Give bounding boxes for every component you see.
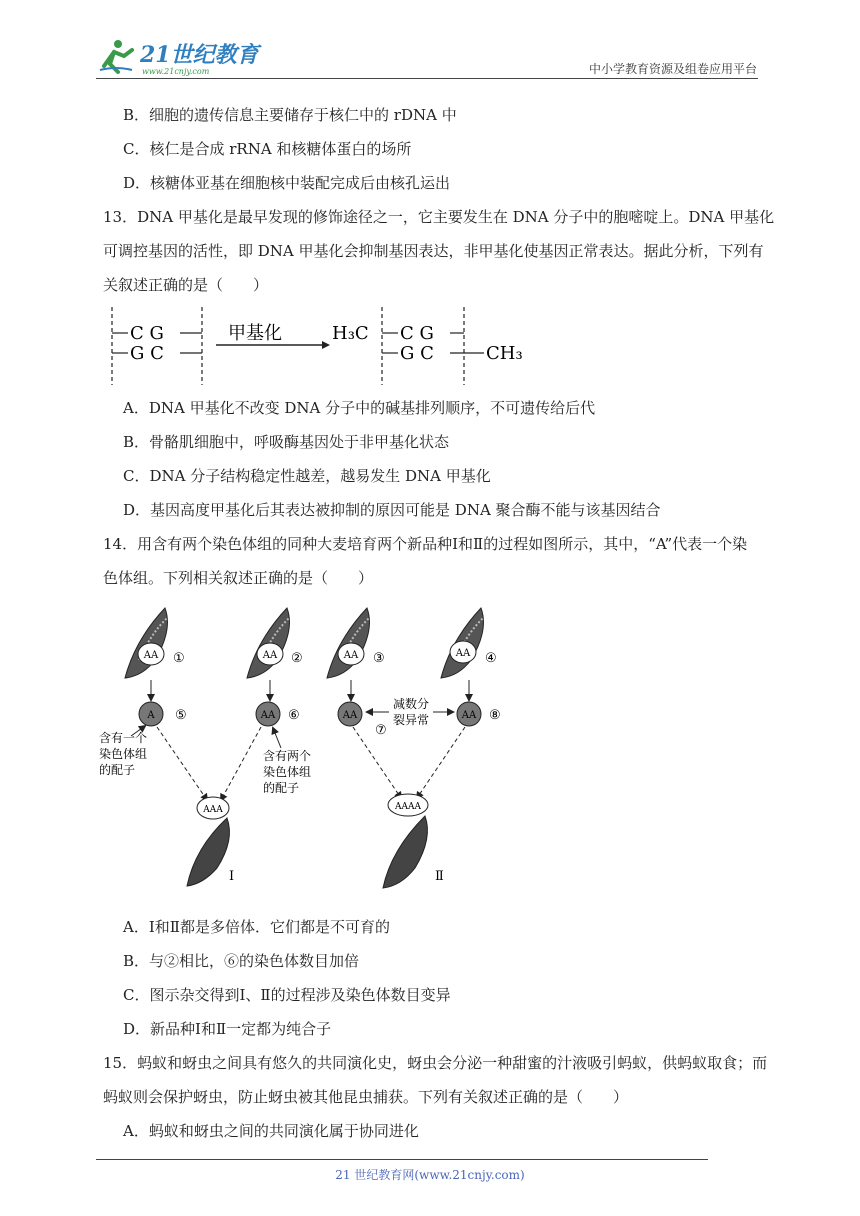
offspring-plant-1 xyxy=(187,797,234,886)
plant-1-number: ① xyxy=(173,651,185,666)
barley-breeding-diagram xyxy=(95,600,545,895)
note-one-line-1: 含有一个 xyxy=(99,731,148,745)
barley-plant-1 xyxy=(125,608,185,678)
q15-option-a: A．蚂蚁和蚜虫之间的共同演化属于协同进化 xyxy=(123,1122,419,1140)
plant-2-number: ② xyxy=(291,651,303,666)
gamete-7-label: AA xyxy=(342,710,358,721)
note-one-line-3: 的配子 xyxy=(99,763,136,777)
methylation-arrow-label: 甲基化 xyxy=(228,323,282,344)
gamete-5-number: ⑤ xyxy=(175,708,187,723)
offspring-2-roman: Ⅱ xyxy=(435,869,444,884)
methyl-group-left: H₃C xyxy=(332,323,369,344)
footer-divider xyxy=(96,1159,708,1160)
q14-option-c: C．图示杂交得到Ⅰ、Ⅱ的过程涉及染色体数目变异 xyxy=(123,986,451,1004)
gamete-5 xyxy=(139,702,187,726)
q13-option-d: D．基因高度甲基化后其表达被抑制的原因可能是 DNA 聚合酶不能与该基因结合 xyxy=(123,501,661,519)
logo xyxy=(96,36,266,78)
offspring-1-label: AAA xyxy=(203,805,223,815)
offspring-1-roman: Ⅰ xyxy=(229,869,235,884)
dna-top-pair-left: C G xyxy=(130,323,164,344)
offspring-plant-2 xyxy=(383,794,444,888)
methyl-group-right: CH₃ xyxy=(486,343,523,364)
gamete-6-number: ⑥ xyxy=(288,708,300,723)
dna-bottom-pair-right: G C xyxy=(400,343,434,364)
note-two-line-2: 染色体组 xyxy=(263,765,312,779)
dna-top-pair-right: C G xyxy=(400,323,434,344)
barley-plant-2 xyxy=(247,608,303,678)
logo-url: www.21cnjy.com xyxy=(142,67,210,76)
header-platform-text: 中小学教育资源及组卷应用平台 xyxy=(588,62,757,76)
logo-text: 21世纪教育 xyxy=(140,42,259,68)
q13-stem-line-1: 13．DNA 甲基化是最早发现的修饰途径之一，它主要发生在 DNA 分子中的胞嘧啶上。DNA 甲基化 xyxy=(103,208,775,226)
plant-3-label: AA xyxy=(343,650,359,661)
q15-stem-line-2: 蚂蚁则会保护蚜虫，防止蚜虫被其他昆虫捕获。下列有关叙述正确的是（ ） xyxy=(103,1088,629,1106)
q14-stem-line-1: 14．用含有两个染色体组的同种大麦培育两个新品种Ⅰ和Ⅱ的过程如图所示，其中，“A”代表一个染 xyxy=(103,535,748,553)
barley-plant-4 xyxy=(441,608,497,678)
logo-graphic xyxy=(96,36,266,78)
gamete-6-label: AA xyxy=(260,710,276,721)
plant-4-label: AA xyxy=(455,648,471,659)
meiosis-label-line-1: 减数分 xyxy=(393,697,430,711)
barley-plant-3 xyxy=(327,608,385,678)
q13-stem-line-3: 关叙述正确的是（ ） xyxy=(103,276,269,294)
gamete-8 xyxy=(457,702,501,726)
offspring-2-label: AAAA xyxy=(395,802,421,812)
header-divider xyxy=(96,78,758,79)
q14-option-b: B．与②相比，⑥的染色体数目加倍 xyxy=(123,952,360,970)
note-two-line-1: 含有两个 xyxy=(263,749,312,763)
plant-2-label: AA xyxy=(262,650,278,661)
plant-4-number: ④ xyxy=(485,651,497,666)
note-two-line-3: 的配子 xyxy=(263,781,300,795)
gamete-8-label: AA xyxy=(461,710,477,721)
footer-link[interactable]: 21 世纪教育网(www.21cnjy.com) xyxy=(335,1168,525,1182)
q14-option-a: A．Ⅰ和Ⅱ都是多倍体．它们都是不可育的 xyxy=(123,918,390,936)
dna-methylation-diagram xyxy=(100,305,550,387)
gamete-8-number: ⑧ xyxy=(489,708,501,723)
q15-stem-line-1: 15．蚂蚁和蚜虫之间具有悠久的共同演化史，蚜虫会分泌一种甜蜜的汁液吸引蚂蚁，供蚂蚁取食；而 xyxy=(103,1054,768,1072)
q12-option-c: C．核仁是合成 rRNA 和核糖体蛋白的场所 xyxy=(123,140,412,158)
q13-option-a: A．DNA 甲基化不改变 DNA 分子中的碱基排列顺序，不可遗传给后代 xyxy=(123,399,596,417)
gamete-7-number: ⑦ xyxy=(375,723,387,738)
meiosis-label-line-2: 裂异常 xyxy=(393,713,430,727)
note-one-line-2: 染色体组 xyxy=(99,747,148,761)
plant-1-label: AA xyxy=(143,650,159,661)
gamete-6 xyxy=(256,702,300,726)
q14-stem-line-2: 色体组。下列相关叙述正确的是（ ） xyxy=(103,569,374,587)
dna-bottom-pair-left: G C xyxy=(130,343,164,364)
q13-stem-line-2: 可调控基因的活性，即 DNA 甲基化会抑制基因表达，非甲基化使基因正常表达。据此分析，下列有 xyxy=(103,242,764,260)
gamete-5-label: A xyxy=(147,710,155,721)
q12-option-b: B．细胞的遗传信息主要储存于核仁中的 rDNA 中 xyxy=(123,106,457,124)
gamete-7 xyxy=(338,702,387,738)
q13-option-c: C．DNA 分子结构稳定性越差，越易发生 DNA 甲基化 xyxy=(123,467,491,485)
plant-3-number: ③ xyxy=(373,651,385,666)
q13-option-b: B．骨骼肌细胞中，呼吸酶基因处于非甲基化状态 xyxy=(123,433,450,451)
q12-option-d: D．核糖体亚基在细胞核中装配完成后由核孔运出 xyxy=(123,174,451,192)
q14-option-d: D．新品种Ⅰ和Ⅱ一定都为纯合子 xyxy=(123,1020,332,1038)
